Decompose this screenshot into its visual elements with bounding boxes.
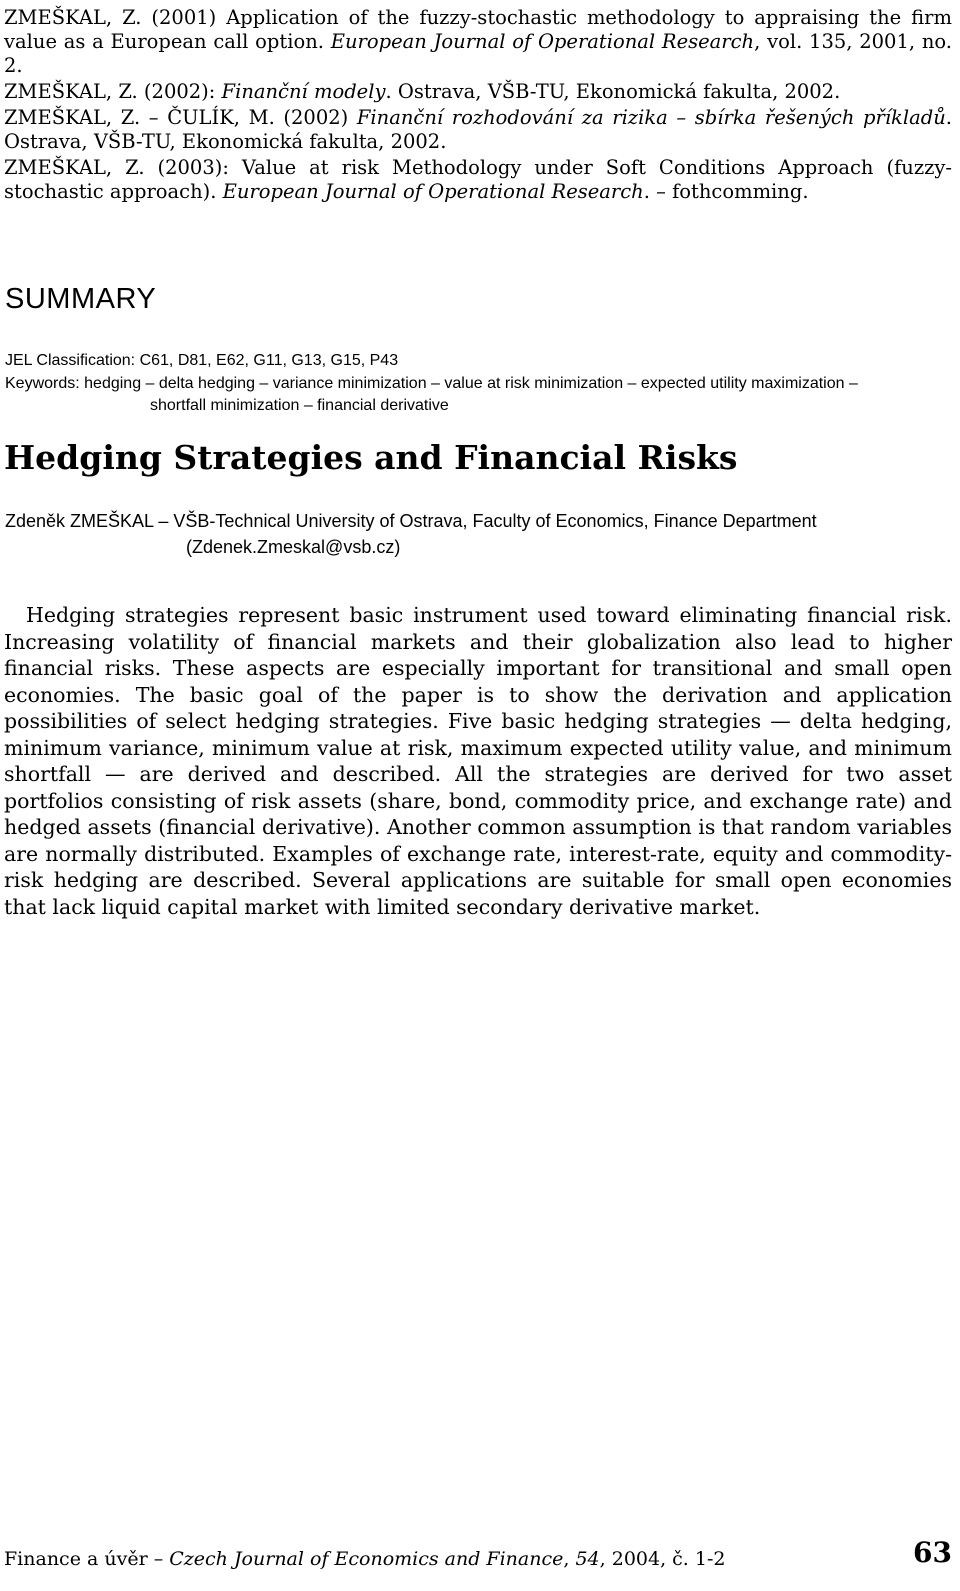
keywords-line: Keywords: hedging – delta hedging – variance minimization – value at risk minimization – expected utility maximization – bbox=[5, 375, 858, 392]
reference-journal: European Journal of Operational Research bbox=[222, 180, 644, 203]
reference-text: (2001) Application of the fuzzy-stochastic methodology to appraising the firm value as a European call option. bbox=[4, 6, 952, 53]
reference-text: , vol. 135, 2001, no. 2. bbox=[4, 30, 952, 77]
jel-classification: JEL Classification: C61, D81, E62, G11, G13, G15, P43 bbox=[5, 352, 399, 369]
keywords bbox=[5, 373, 955, 417]
paper-title: Hedging Strategies and Financial Risks bbox=[4, 438, 738, 477]
reference-item bbox=[4, 6, 952, 78]
abstract-text: Hedging strategies represent basic instrument used toward eliminating financial risk. Increasing volatility of financial markets and their globalization also lead to higher financial risks. These aspects are especially important for transitional and small open economies. The basic goal of the paper is to show the derivation and application possibilities of select hedging strategies. Five basic hedging strategies — delta hedging, minimum variance, minimum value at risk, maximum expected utility value, and minimum shortfall — are derived and described. All the strategies are derived for two asset portfolios consisting of risk assets (share, bond, commodity price, and exchange rate) and hedged assets (financial derivative). Another common assumption is that random variables are normally distributed. Examples of exchange rate, interest-rate, equity and commodity-risk hedging are described. Several applications are suitable for small open economies that lack liquid capital market with limited secondary derivative market. bbox=[4, 603, 952, 919]
footer-volume: 54 bbox=[575, 1548, 600, 1570]
author-affiliation: Zdeněk ZMEŠKAL – VŠB-Technical University of Ostrava, Faculty of Economics, Finance Department bbox=[5, 511, 817, 531]
references-list bbox=[4, 6, 952, 206]
reference-item bbox=[4, 106, 952, 154]
footer-text: Finance a úvěr – bbox=[4, 1548, 170, 1570]
reference-item bbox=[4, 156, 952, 204]
reference-title: Finanční modely bbox=[221, 80, 386, 103]
reference-author: ZMEŠKAL, Z. – ČULÍK, M. bbox=[4, 106, 275, 129]
reference-author: ZMEŠKAL, Z. bbox=[4, 6, 142, 29]
page-footer bbox=[4, 1548, 956, 1570]
footer-text: , bbox=[563, 1548, 576, 1570]
keywords-line: shortfall minimization – financial derivative bbox=[150, 397, 449, 414]
page-number: 63 bbox=[913, 1536, 952, 1569]
reference-text: (2003): Value at risk Methodology under Soft Conditions Approach (fuzzy-stochastic approach). bbox=[4, 156, 952, 203]
reference-text: . – fothcomming. bbox=[643, 180, 809, 203]
reference-text: . Ostrava, VŠB-TU, Ekonomická fakulta, 2002. bbox=[385, 80, 841, 103]
reference-author: ZMEŠKAL, Z. bbox=[4, 80, 138, 103]
summary-heading: SUMMARY bbox=[5, 283, 157, 315]
reference-title: Finanční rozhodování za rizika – sbírka řešených příkladů bbox=[356, 106, 946, 129]
reference-journal: European Journal of Operational Research bbox=[330, 30, 755, 53]
reference-text: (2002) bbox=[274, 106, 357, 129]
reference-item bbox=[4, 80, 952, 104]
author-email: (Zdenek.Zmeskal@vsb.cz) bbox=[186, 537, 401, 557]
footer-journal: Czech Journal of Economics and Finance bbox=[169, 1548, 564, 1570]
reference-author: ZMEŠKAL, Z. bbox=[4, 156, 145, 179]
reference-text: . Ostrava, VŠB-TU, Ekonomická fakulta, 2002. bbox=[4, 106, 952, 153]
reference-text: (2002): bbox=[137, 80, 222, 103]
footer-text: , 2004, č. 1-2 bbox=[599, 1548, 726, 1570]
